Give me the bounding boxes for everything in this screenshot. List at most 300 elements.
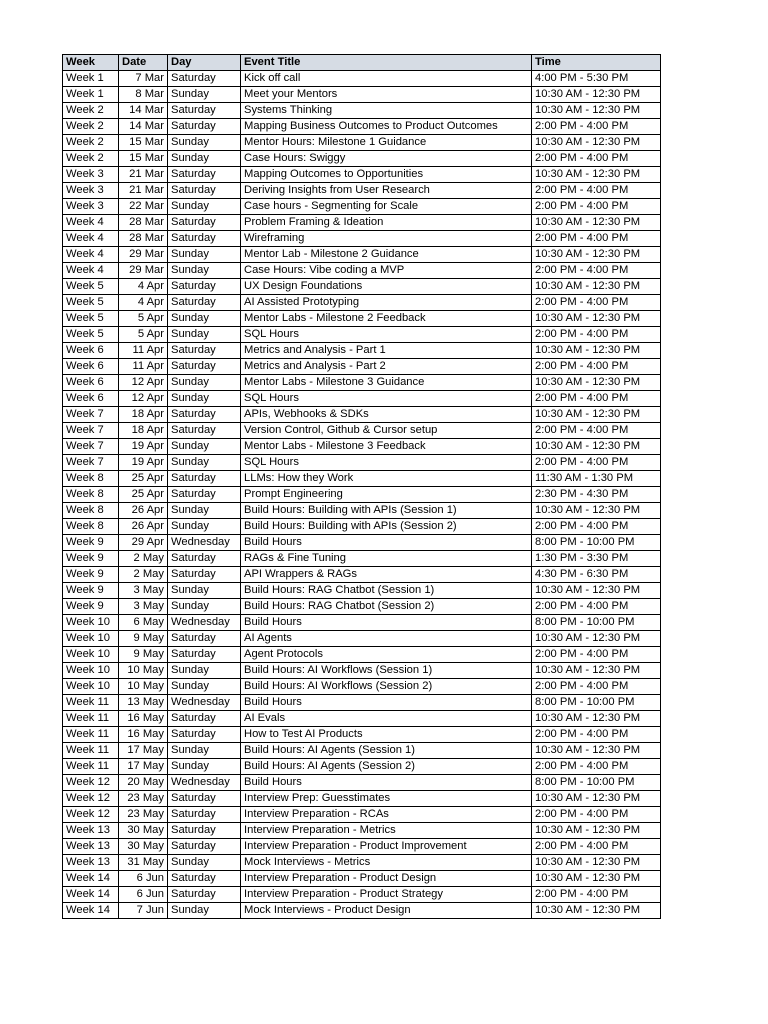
cell-event-title: Mapping Business Outcomes to Product Outcomes <box>241 119 532 135</box>
table-row <box>63 263 661 279</box>
cell-day: Sunday <box>168 391 241 407</box>
table-row <box>63 887 661 903</box>
cell-time: 10:30 AM - 12:30 PM <box>532 631 661 647</box>
cell-event-title: Wireframing <box>241 231 532 247</box>
cell-event-title: Kick off call <box>241 71 532 87</box>
cell-week: Week 3 <box>63 183 119 199</box>
table-row <box>63 231 661 247</box>
table-row <box>63 71 661 87</box>
cell-week: Week 8 <box>63 471 119 487</box>
cell-day: Sunday <box>168 327 241 343</box>
cell-week: Week 11 <box>63 743 119 759</box>
cell-day: Sunday <box>168 151 241 167</box>
cell-event-title: Mentor Labs - Milestone 3 Guidance <box>241 375 532 391</box>
cell-time: 2:00 PM - 4:00 PM <box>532 727 661 743</box>
cell-date: 6 Jun <box>119 871 168 887</box>
cell-time: 2:00 PM - 4:00 PM <box>532 455 661 471</box>
table-row <box>63 87 661 103</box>
cell-date: 3 May <box>119 583 168 599</box>
table-row <box>63 599 661 615</box>
cell-date: 17 May <box>119 743 168 759</box>
table-row <box>63 119 661 135</box>
cell-time: 2:00 PM - 4:00 PM <box>532 199 661 215</box>
cell-day: Saturday <box>168 119 241 135</box>
cell-week: Week 10 <box>63 679 119 695</box>
cell-date: 18 Apr <box>119 407 168 423</box>
cell-week: Week 11 <box>63 759 119 775</box>
table-row <box>63 695 661 711</box>
cell-day: Sunday <box>168 583 241 599</box>
cell-date: 30 May <box>119 823 168 839</box>
cell-day: Saturday <box>168 359 241 375</box>
cell-day: Saturday <box>168 631 241 647</box>
cell-event-title: Interview Prep: Guesstimates <box>241 791 532 807</box>
cell-time: 2:00 PM - 4:00 PM <box>532 679 661 695</box>
cell-event-title: Deriving Insights from User Research <box>241 183 532 199</box>
table-row <box>63 455 661 471</box>
cell-time: 2:00 PM - 4:00 PM <box>532 839 661 855</box>
cell-week: Week 1 <box>63 87 119 103</box>
table-row <box>63 423 661 439</box>
table-row <box>63 327 661 343</box>
table-row <box>63 775 661 791</box>
cell-event-title: Version Control, Github & Cursor setup <box>241 423 532 439</box>
table-row <box>63 551 661 567</box>
cell-time: 2:00 PM - 4:00 PM <box>532 263 661 279</box>
cell-date: 2 May <box>119 567 168 583</box>
cell-week: Week 3 <box>63 199 119 215</box>
cell-date: 29 Mar <box>119 247 168 263</box>
cell-event-title: Interview Preparation - Product Improvement <box>241 839 532 855</box>
cell-time: 10:30 AM - 12:30 PM <box>532 743 661 759</box>
cell-week: Week 4 <box>63 231 119 247</box>
cell-time: 2:00 PM - 4:00 PM <box>532 599 661 615</box>
cell-week: Week 2 <box>63 103 119 119</box>
cell-date: 30 May <box>119 839 168 855</box>
cell-day: Saturday <box>168 103 241 119</box>
cell-date: 18 Apr <box>119 423 168 439</box>
cell-week: Week 12 <box>63 791 119 807</box>
table-row <box>63 439 661 455</box>
cell-day: Sunday <box>168 455 241 471</box>
cell-event-title: Build Hours <box>241 535 532 551</box>
cell-event-title: Interview Preparation - RCAs <box>241 807 532 823</box>
cell-day: Saturday <box>168 551 241 567</box>
table-row <box>63 647 661 663</box>
cell-week: Week 6 <box>63 359 119 375</box>
cell-time: 10:30 AM - 12:30 PM <box>532 871 661 887</box>
cell-week: Week 14 <box>63 887 119 903</box>
cell-event-title: Build Hours <box>241 695 532 711</box>
cell-date: 26 Apr <box>119 503 168 519</box>
cell-event-title: Build Hours <box>241 775 532 791</box>
cell-time: 8:00 PM - 10:00 PM <box>532 535 661 551</box>
cell-time: 2:00 PM - 4:00 PM <box>532 119 661 135</box>
table-row <box>63 583 661 599</box>
table-row <box>63 151 661 167</box>
table-row <box>63 295 661 311</box>
cell-time: 10:30 AM - 12:30 PM <box>532 311 661 327</box>
cell-week: Week 10 <box>63 615 119 631</box>
cell-event-title: Build Hours: AI Workflows (Session 1) <box>241 663 532 679</box>
cell-date: 23 May <box>119 807 168 823</box>
cell-day: Saturday <box>168 871 241 887</box>
cell-day: Sunday <box>168 599 241 615</box>
table-row <box>63 407 661 423</box>
cell-time: 10:30 AM - 12:30 PM <box>532 439 661 455</box>
cell-date: 14 Mar <box>119 119 168 135</box>
cell-time: 10:30 AM - 12:30 PM <box>532 903 661 919</box>
table-row <box>63 375 661 391</box>
cell-date: 21 Mar <box>119 167 168 183</box>
cell-week: Week 11 <box>63 711 119 727</box>
table-row <box>63 183 661 199</box>
cell-time: 2:00 PM - 4:00 PM <box>532 183 661 199</box>
cell-day: Saturday <box>168 343 241 359</box>
cell-time: 8:00 PM - 10:00 PM <box>532 695 661 711</box>
cell-week: Week 7 <box>63 407 119 423</box>
cell-day: Saturday <box>168 183 241 199</box>
cell-week: Week 12 <box>63 807 119 823</box>
cell-day: Sunday <box>168 663 241 679</box>
cell-event-title: Build Hours: AI Workflows (Session 2) <box>241 679 532 695</box>
table-row <box>63 503 661 519</box>
cell-time: 4:30 PM - 6:30 PM <box>532 567 661 583</box>
cell-week: Week 14 <box>63 871 119 887</box>
cell-day: Saturday <box>168 823 241 839</box>
column-header-time: Time <box>532 55 661 71</box>
table-row <box>63 535 661 551</box>
cell-day: Saturday <box>168 839 241 855</box>
cell-week: Week 13 <box>63 855 119 871</box>
cell-week: Week 13 <box>63 823 119 839</box>
cell-week: Week 7 <box>63 439 119 455</box>
cell-time: 10:30 AM - 12:30 PM <box>532 711 661 727</box>
cell-time: 2:00 PM - 4:00 PM <box>532 807 661 823</box>
cell-date: 23 May <box>119 791 168 807</box>
cell-week: Week 1 <box>63 71 119 87</box>
cell-day: Saturday <box>168 887 241 903</box>
column-header-date: Date <box>119 55 168 71</box>
cell-week: Week 8 <box>63 503 119 519</box>
cell-date: 17 May <box>119 759 168 775</box>
cell-time: 2:00 PM - 4:00 PM <box>532 295 661 311</box>
cell-week: Week 6 <box>63 343 119 359</box>
schedule-sheet <box>62 54 660 919</box>
cell-day: Sunday <box>168 503 241 519</box>
cell-time: 10:30 AM - 12:30 PM <box>532 215 661 231</box>
cell-event-title: Build Hours: RAG Chatbot (Session 2) <box>241 599 532 615</box>
cell-event-title: Agent Protocols <box>241 647 532 663</box>
cell-time: 10:30 AM - 12:30 PM <box>532 503 661 519</box>
cell-event-title: AI Agents <box>241 631 532 647</box>
cell-week: Week 4 <box>63 247 119 263</box>
cell-day: Saturday <box>168 807 241 823</box>
schedule-table <box>62 54 661 919</box>
cell-date: 3 May <box>119 599 168 615</box>
table-row <box>63 215 661 231</box>
cell-week: Week 5 <box>63 295 119 311</box>
cell-time: 2:30 PM - 4:30 PM <box>532 487 661 503</box>
cell-time: 10:30 AM - 12:30 PM <box>532 167 661 183</box>
cell-date: 20 May <box>119 775 168 791</box>
cell-event-title: Mentor Labs - Milestone 3 Feedback <box>241 439 532 455</box>
cell-event-title: Metrics and Analysis - Part 2 <box>241 359 532 375</box>
table-row <box>63 199 661 215</box>
cell-day: Saturday <box>168 407 241 423</box>
cell-date: 9 May <box>119 647 168 663</box>
cell-day: Saturday <box>168 295 241 311</box>
header-row <box>63 55 661 71</box>
cell-time: 2:00 PM - 4:00 PM <box>532 151 661 167</box>
cell-time: 10:30 AM - 12:30 PM <box>532 407 661 423</box>
table-row <box>63 471 661 487</box>
cell-time: 2:00 PM - 4:00 PM <box>532 647 661 663</box>
table-row <box>63 679 661 695</box>
cell-date: 6 May <box>119 615 168 631</box>
cell-time: 10:30 AM - 12:30 PM <box>532 375 661 391</box>
cell-day: Sunday <box>168 375 241 391</box>
cell-date: 28 Mar <box>119 231 168 247</box>
cell-week: Week 7 <box>63 423 119 439</box>
cell-day: Wednesday <box>168 615 241 631</box>
cell-day: Saturday <box>168 487 241 503</box>
cell-day: Sunday <box>168 855 241 871</box>
table-row <box>63 615 661 631</box>
cell-time: 4:00 PM - 5:30 PM <box>532 71 661 87</box>
cell-day: Sunday <box>168 311 241 327</box>
table-row <box>63 567 661 583</box>
cell-event-title: How to Test AI Products <box>241 727 532 743</box>
cell-time: 10:30 AM - 12:30 PM <box>532 823 661 839</box>
table-row <box>63 631 661 647</box>
table-row <box>63 311 661 327</box>
cell-time: 2:00 PM - 4:00 PM <box>532 231 661 247</box>
cell-week: Week 2 <box>63 119 119 135</box>
cell-date: 15 Mar <box>119 135 168 151</box>
cell-day: Sunday <box>168 439 241 455</box>
cell-event-title: Interview Preparation - Metrics <box>241 823 532 839</box>
cell-week: Week 7 <box>63 455 119 471</box>
table-row <box>63 279 661 295</box>
cell-event-title: Mock Interviews - Metrics <box>241 855 532 871</box>
cell-week: Week 9 <box>63 535 119 551</box>
cell-time: 11:30 AM - 1:30 PM <box>532 471 661 487</box>
table-row <box>63 519 661 535</box>
table-row <box>63 839 661 855</box>
cell-event-title: Case Hours: Swiggy <box>241 151 532 167</box>
table-row <box>63 759 661 775</box>
cell-week: Week 10 <box>63 631 119 647</box>
cell-week: Week 2 <box>63 151 119 167</box>
table-row <box>63 663 661 679</box>
cell-date: 13 May <box>119 695 168 711</box>
cell-date: 4 Apr <box>119 279 168 295</box>
cell-event-title: Mentor Labs - Milestone 2 Feedback <box>241 311 532 327</box>
table-row <box>63 855 661 871</box>
table-row <box>63 807 661 823</box>
cell-time: 2:00 PM - 4:00 PM <box>532 359 661 375</box>
cell-week: Week 13 <box>63 839 119 855</box>
cell-day: Sunday <box>168 247 241 263</box>
cell-date: 28 Mar <box>119 215 168 231</box>
table-row <box>63 103 661 119</box>
cell-event-title: SQL Hours <box>241 391 532 407</box>
cell-date: 8 Mar <box>119 87 168 103</box>
cell-day: Sunday <box>168 679 241 695</box>
cell-time: 2:00 PM - 4:00 PM <box>532 887 661 903</box>
cell-time: 10:30 AM - 12:30 PM <box>532 583 661 599</box>
table-row <box>63 711 661 727</box>
cell-date: 2 May <box>119 551 168 567</box>
cell-event-title: Case hours - Segmenting for Scale <box>241 199 532 215</box>
cell-day: Saturday <box>168 711 241 727</box>
cell-event-title: Prompt Engineering <box>241 487 532 503</box>
cell-event-title: APIs, Webhooks & SDKs <box>241 407 532 423</box>
cell-week: Week 3 <box>63 167 119 183</box>
cell-event-title: Build Hours <box>241 615 532 631</box>
cell-date: 10 May <box>119 663 168 679</box>
cell-time: 2:00 PM - 4:00 PM <box>532 759 661 775</box>
cell-week: Week 12 <box>63 775 119 791</box>
cell-day: Sunday <box>168 759 241 775</box>
cell-day: Wednesday <box>168 775 241 791</box>
cell-week: Week 6 <box>63 375 119 391</box>
cell-day: Saturday <box>168 167 241 183</box>
cell-time: 10:30 AM - 12:30 PM <box>532 103 661 119</box>
cell-day: Sunday <box>168 199 241 215</box>
cell-day: Saturday <box>168 647 241 663</box>
cell-day: Saturday <box>168 791 241 807</box>
cell-event-title: Build Hours: AI Agents (Session 2) <box>241 759 532 775</box>
cell-day: Sunday <box>168 903 241 919</box>
cell-day: Sunday <box>168 263 241 279</box>
table-row <box>63 743 661 759</box>
cell-week: Week 4 <box>63 215 119 231</box>
cell-time: 8:00 PM - 10:00 PM <box>532 775 661 791</box>
cell-date: 16 May <box>119 711 168 727</box>
cell-week: Week 4 <box>63 263 119 279</box>
cell-date: 26 Apr <box>119 519 168 535</box>
table-row <box>63 359 661 375</box>
table-row <box>63 903 661 919</box>
column-header-event-title: Event Title <box>241 55 532 71</box>
cell-time: 2:00 PM - 4:00 PM <box>532 423 661 439</box>
cell-date: 31 May <box>119 855 168 871</box>
cell-date: 19 Apr <box>119 439 168 455</box>
cell-week: Week 6 <box>63 391 119 407</box>
cell-date: 4 Apr <box>119 295 168 311</box>
cell-event-title: UX Design Foundations <box>241 279 532 295</box>
cell-day: Wednesday <box>168 695 241 711</box>
table-row <box>63 823 661 839</box>
column-header-day: Day <box>168 55 241 71</box>
cell-week: Week 5 <box>63 327 119 343</box>
cell-event-title: SQL Hours <box>241 455 532 471</box>
cell-day: Wednesday <box>168 535 241 551</box>
cell-week: Week 9 <box>63 567 119 583</box>
cell-day: Saturday <box>168 423 241 439</box>
table-row <box>63 135 661 151</box>
cell-date: 11 Apr <box>119 359 168 375</box>
cell-date: 9 May <box>119 631 168 647</box>
table-row <box>63 871 661 887</box>
cell-date: 12 Apr <box>119 391 168 407</box>
table-row <box>63 167 661 183</box>
cell-day: Saturday <box>168 231 241 247</box>
cell-time: 10:30 AM - 12:30 PM <box>532 135 661 151</box>
cell-event-title: Build Hours: RAG Chatbot (Session 1) <box>241 583 532 599</box>
cell-day: Sunday <box>168 519 241 535</box>
cell-event-title: Case Hours: Vibe coding a MVP <box>241 263 532 279</box>
cell-date: 7 Mar <box>119 71 168 87</box>
cell-time: 10:30 AM - 12:30 PM <box>532 343 661 359</box>
table-row <box>63 487 661 503</box>
cell-time: 10:30 AM - 12:30 PM <box>532 663 661 679</box>
cell-week: Week 2 <box>63 135 119 151</box>
cell-date: 12 Apr <box>119 375 168 391</box>
cell-event-title: Build Hours: Building with APIs (Session 1) <box>241 503 532 519</box>
cell-event-title: Meet your Mentors <box>241 87 532 103</box>
table-row <box>63 727 661 743</box>
cell-date: 10 May <box>119 679 168 695</box>
cell-time: 10:30 AM - 12:30 PM <box>532 279 661 295</box>
cell-day: Saturday <box>168 567 241 583</box>
cell-event-title: Build Hours: AI Agents (Session 1) <box>241 743 532 759</box>
cell-day: Saturday <box>168 279 241 295</box>
cell-week: Week 11 <box>63 695 119 711</box>
cell-week: Week 8 <box>63 487 119 503</box>
cell-date: 25 Apr <box>119 487 168 503</box>
cell-date: 5 Apr <box>119 311 168 327</box>
cell-time: 2:00 PM - 4:00 PM <box>532 391 661 407</box>
cell-date: 29 Mar <box>119 263 168 279</box>
cell-event-title: Mapping Outcomes to Opportunities <box>241 167 532 183</box>
schedule-body <box>63 71 661 919</box>
cell-day: Saturday <box>168 471 241 487</box>
cell-event-title: Interview Preparation - Product Design <box>241 871 532 887</box>
cell-event-title: Build Hours: Building with APIs (Session 2) <box>241 519 532 535</box>
cell-event-title: API Wrappers & RAGs <box>241 567 532 583</box>
cell-week: Week 8 <box>63 519 119 535</box>
cell-time: 2:00 PM - 4:00 PM <box>532 519 661 535</box>
table-row <box>63 391 661 407</box>
cell-date: 22 Mar <box>119 199 168 215</box>
cell-date: 21 Mar <box>119 183 168 199</box>
table-row <box>63 791 661 807</box>
cell-time: 1:30 PM - 3:30 PM <box>532 551 661 567</box>
cell-time: 10:30 AM - 12:30 PM <box>532 855 661 871</box>
cell-event-title: Metrics and Analysis - Part 1 <box>241 343 532 359</box>
cell-week: Week 5 <box>63 279 119 295</box>
cell-event-title: Systems Thinking <box>241 103 532 119</box>
cell-day: Sunday <box>168 135 241 151</box>
table-row <box>63 247 661 263</box>
cell-date: 7 Jun <box>119 903 168 919</box>
cell-week: Week 10 <box>63 663 119 679</box>
cell-event-title: SQL Hours <box>241 327 532 343</box>
cell-event-title: Mentor Hours: Milestone 1 Guidance <box>241 135 532 151</box>
table-row <box>63 343 661 359</box>
cell-time: 10:30 AM - 12:30 PM <box>532 791 661 807</box>
cell-date: 16 May <box>119 727 168 743</box>
cell-week: Week 5 <box>63 311 119 327</box>
cell-day: Saturday <box>168 215 241 231</box>
cell-week: Week 9 <box>63 551 119 567</box>
cell-event-title: Problem Framing & Ideation <box>241 215 532 231</box>
cell-date: 19 Apr <box>119 455 168 471</box>
cell-week: Week 10 <box>63 647 119 663</box>
